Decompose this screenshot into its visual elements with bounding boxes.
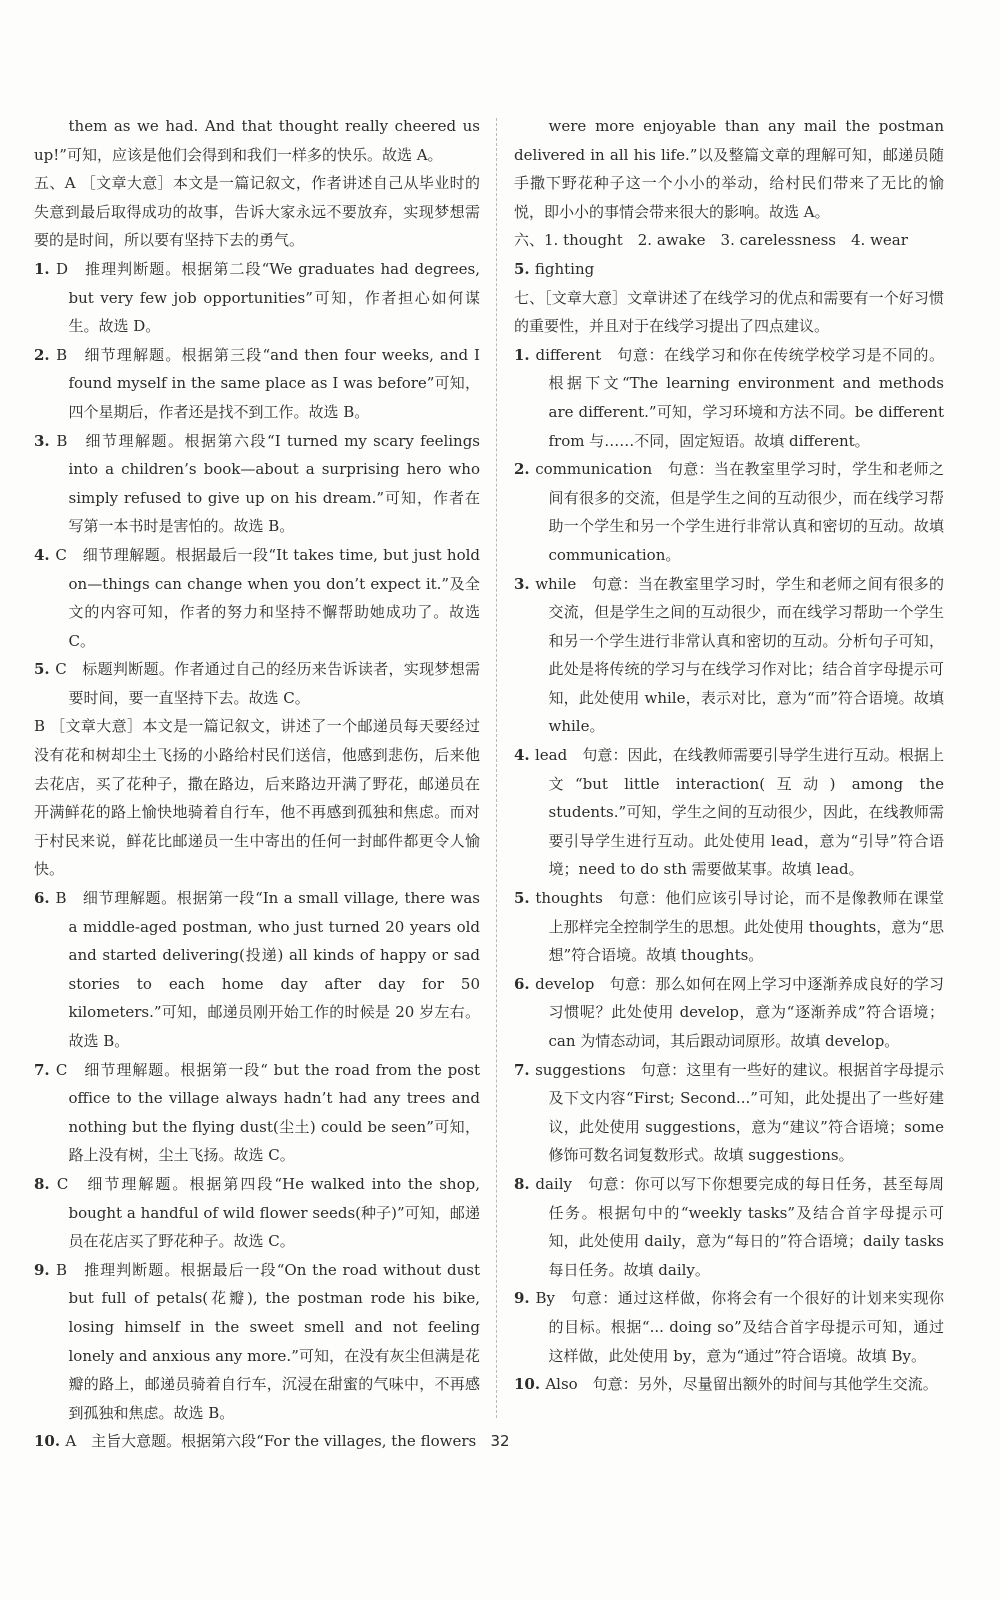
page-number: 32 — [490, 1432, 510, 1450]
paragraph-text: C 细节理解题。根据第一段“ but the road from the post office to the village always hadn’t had any trees and nothing but the flying dust(尘土) could be seen”可知，路上没有树，尘土飞扬。故选 C。 — [55, 1060, 480, 1165]
paragraph-text: By 句意：通过这样做，你将会有一个很好的计划来实现你的目标。根据“... doing so”及结合首字母提示可知，通过这样做，此处使用 by，意为“通过”符合语境。故填 By。 — [535, 1289, 945, 1365]
item-number: 3. — [514, 574, 536, 593]
paragraph — [34, 712, 480, 884]
paragraph — [514, 1170, 944, 1284]
item-number: 1. — [34, 259, 56, 278]
item-number: 9. — [34, 1260, 56, 1279]
paragraph — [514, 1284, 944, 1370]
item-number: 9. — [514, 1289, 536, 1308]
paragraph-text: different 句意：在线学习和你在传统学校学习是不同的。根据下文“The learning environment and methods are different.”可知，学习环境和方法不同。be different from 与……不同，固定短语。故填 different。 — [535, 345, 944, 450]
paragraph-text: develop 句意：那么如何在网上学习中逐渐养成良好的学习习惯呢？此处使用 develop，意为“逐渐养成”符合语境；can 为情态动词，其后跟动词原形。故填 develop。 — [535, 974, 944, 1050]
paragraph — [514, 884, 944, 970]
paragraph-text: communication 句意：当在教室里学习时，学生和老师之间有很多的交流，但是学生之间的互动很少，而在线学习帮助一个学生和另一个学生进行非常认真和密切的互动。故填 communication。 — [535, 460, 944, 564]
item-number: 2. — [34, 345, 57, 364]
paragraph-text: them as we had. And that thought really cheered us up!”可知，应该是他们会得到和我们一样多的快乐。故选 A。 — [34, 117, 480, 164]
paragraph-text: thoughts 句意：他们应该引导讨论，而不是像教师在课堂上那样完全控制学生的思想。此处使用 thoughts，意为“思想”符合语境。故填 thoughts。 — [535, 889, 945, 965]
item-number: 7. — [514, 1060, 536, 1079]
item-number: 7. — [34, 1060, 56, 1079]
paragraph — [514, 741, 944, 884]
item-number: 6. — [34, 889, 56, 908]
watermark-logo — [798, 1512, 978, 1586]
paragraph — [34, 341, 480, 427]
paragraph — [514, 255, 944, 284]
paragraph-text: B 细节理解题。根据第三段“and then four weeks, and I found myself in the same place as I was before”可知，四个星期后，作者还是找不到工作。故选 B。 — [56, 345, 480, 421]
paragraph — [514, 570, 944, 742]
right-column — [514, 112, 944, 1399]
paragraph — [34, 1170, 480, 1256]
item-number: 4. — [514, 746, 535, 765]
paragraph-text: B 细节理解题。根据第一段“In a small village, there was a middle-aged postman, who just turned 20 years old and started delivering(投递) all kinds of happy or sad stories to each home day after day for 50 kilometers.”可知，邮递员刚开始工作的时候是 20 岁左右。故选 B。 — [55, 889, 480, 1050]
item-number: 1. — [514, 345, 536, 364]
item-number: 8. — [34, 1174, 57, 1193]
paragraph — [514, 1056, 944, 1170]
paragraph — [34, 541, 480, 655]
item-number: 5. — [514, 259, 535, 278]
paragraph-text: Also 句意：另外，尽量留出额外的时间与其他学生交流。 — [545, 1375, 938, 1394]
item-number: 6. — [514, 974, 536, 993]
paragraph-text: suggestions 句意：这里有一些好的建议。根据首字母提示及下文内容“First; Second...”可知，此处提出了一些好建议，此处使用 suggestions，意为“建议”符合语境；some 修饰可数名词复数形式。故填 suggestions。 — [535, 1060, 944, 1165]
item-number: 10. — [34, 1432, 66, 1451]
column-divider — [496, 118, 497, 1418]
paragraph-text: D 推理判断题。根据第二段“We graduates had degrees, but very few job opportunities”可知，作者担心如何谋生。故选 D。 — [55, 259, 480, 336]
paragraph — [34, 427, 480, 541]
item-number: 8. — [514, 1174, 536, 1193]
paragraph — [514, 284, 944, 341]
paragraph — [34, 884, 480, 1056]
paragraph — [514, 226, 944, 255]
paragraph-text: were more enjoyable than any mail the postman delivered in all his life.”以及整篇文章的理解可知，邮递员随手撒下野花种子这一个小小的举动，给村民们带来了无比的愉悦，即小小的事情会带来很大的影响。故选 A。 — [514, 117, 944, 221]
paragraph — [34, 112, 480, 169]
paragraph-text: C 标题判断题。作者通过自己的经历来告诉读者，实现梦想需要时间，要一直坚持下去。故选 C。 — [55, 660, 480, 707]
paragraph-text: daily 句意：你可以写下你想要完成的每日任务，甚至每周任务。根据句中的“weekly tasks”及结合首字母提示可知，此处使用 daily，意为“每日的”符合语境；daily tasks 每日任务。故填 daily。 — [535, 1174, 944, 1279]
paragraph-text: 五、A ［文章大意］本文是一篇记叙文，作者讲述自己从毕业时的失意到最后取得成功的故事，告诉大家永远不要放弃，实现梦想需要的是时间，所以要有坚持下去的勇气。 — [34, 174, 480, 250]
paragraph-text: 六、1. thought 2. awake 3. carelessness 4. wear — [514, 231, 908, 250]
paragraph-text: 七、［文章大意］文章讲述了在线学习的优点和需要有一个好习惯的重要性，并且对于在线学习提出了四点建议。 — [514, 288, 944, 336]
item-number: 2. — [514, 460, 536, 479]
paragraph-text: while 句意：当在教室里学习时，学生和老师之间有很多的交流，但是学生之间的互动很少，而在线学习帮助一个学生和另一个学生进行非常认真和密切的互动。分析句子可知，此处是将传统的学习与在线学习作对比；结合首字母提示可知，此处使用 while，表示对比，意为“而”符合语境。故填 while。 — [535, 574, 944, 736]
paragraph-text: C 细节理解题。根据最后一段“It takes time, but just hold on—things can change when you don’t expect it.”及全文的内容可知，作者的努力和坚持不懈帮助她成功了。故选 C。 — [55, 545, 480, 650]
item-number: 3. — [34, 431, 57, 450]
item-number: 5. — [514, 889, 536, 908]
paragraph — [34, 255, 480, 341]
item-number: 5. — [34, 660, 56, 679]
paragraph-text: C 细节理解题。根据第四段“He walked into the shop, bought a handful of wild flower seeds(种子)”可知，邮递员在花店买了野花种子。故选 C。 — [56, 1174, 480, 1251]
paragraph-text: B 推理判断题。根据最后一段“On the road without dust but full of petals(花瓣), the postman rode his bike, losing himself in the sweet smell and not feeling lonely and anxious any more.”可知，在没有灰尘但满是花瓣的路上，邮递员骑着自行车，沉浸在甜蜜的气味中，不再感到孤独和焦虑。故选 B。 — [55, 1260, 480, 1422]
left-column — [34, 112, 480, 1456]
paragraph — [514, 455, 944, 569]
paragraph-text: lead 句意：因此，在线教师需要引导学生进行互动。根据上文“but little interaction(互动) among the students.”可知，学生之间的互动很少，因此，在线教师需要引导学生进行互动。此处使用 lead，意为“引导”符合语境；need to do sth 需要做某事。故填 lead。 — [534, 746, 944, 879]
paragraph-text: A 主旨大意题。根据第六段“For the villages, the flowers — [65, 1432, 477, 1451]
paragraph-text: fighting — [534, 259, 595, 278]
paragraph-text: B ［文章大意］本文是一篇记叙文，讲述了一个邮递员每天要经过没有花和树却尘土飞扬的小路给村民们送信，他感到悲伤，后来他去花店，买了花种子，撒在路边，后来路边开满了野花，邮递员在开满鲜花的路上愉快地骑着自行车，他不再感到孤独和焦虑。而对于村民来说，鲜花比邮递员一生中寄出的任何一封邮件都更令人愉快。 — [34, 717, 480, 879]
item-number: 4. — [34, 545, 56, 564]
item-number: 10. — [514, 1375, 546, 1394]
paragraph — [514, 112, 944, 226]
paragraph — [34, 169, 480, 255]
paragraph — [514, 341, 944, 455]
paragraph-text: B 细节理解题。根据第六段“I turned my scary feelings into a children’s book—about a surprising hero who simply refused to give up on his dream.”可知，作者在写第一本书时是害怕的。故选 B。 — [56, 431, 481, 536]
paragraph — [34, 1256, 480, 1428]
paragraph — [34, 1056, 480, 1170]
paragraph — [514, 970, 944, 1056]
paragraph — [514, 1370, 944, 1399]
paragraph — [34, 655, 480, 712]
